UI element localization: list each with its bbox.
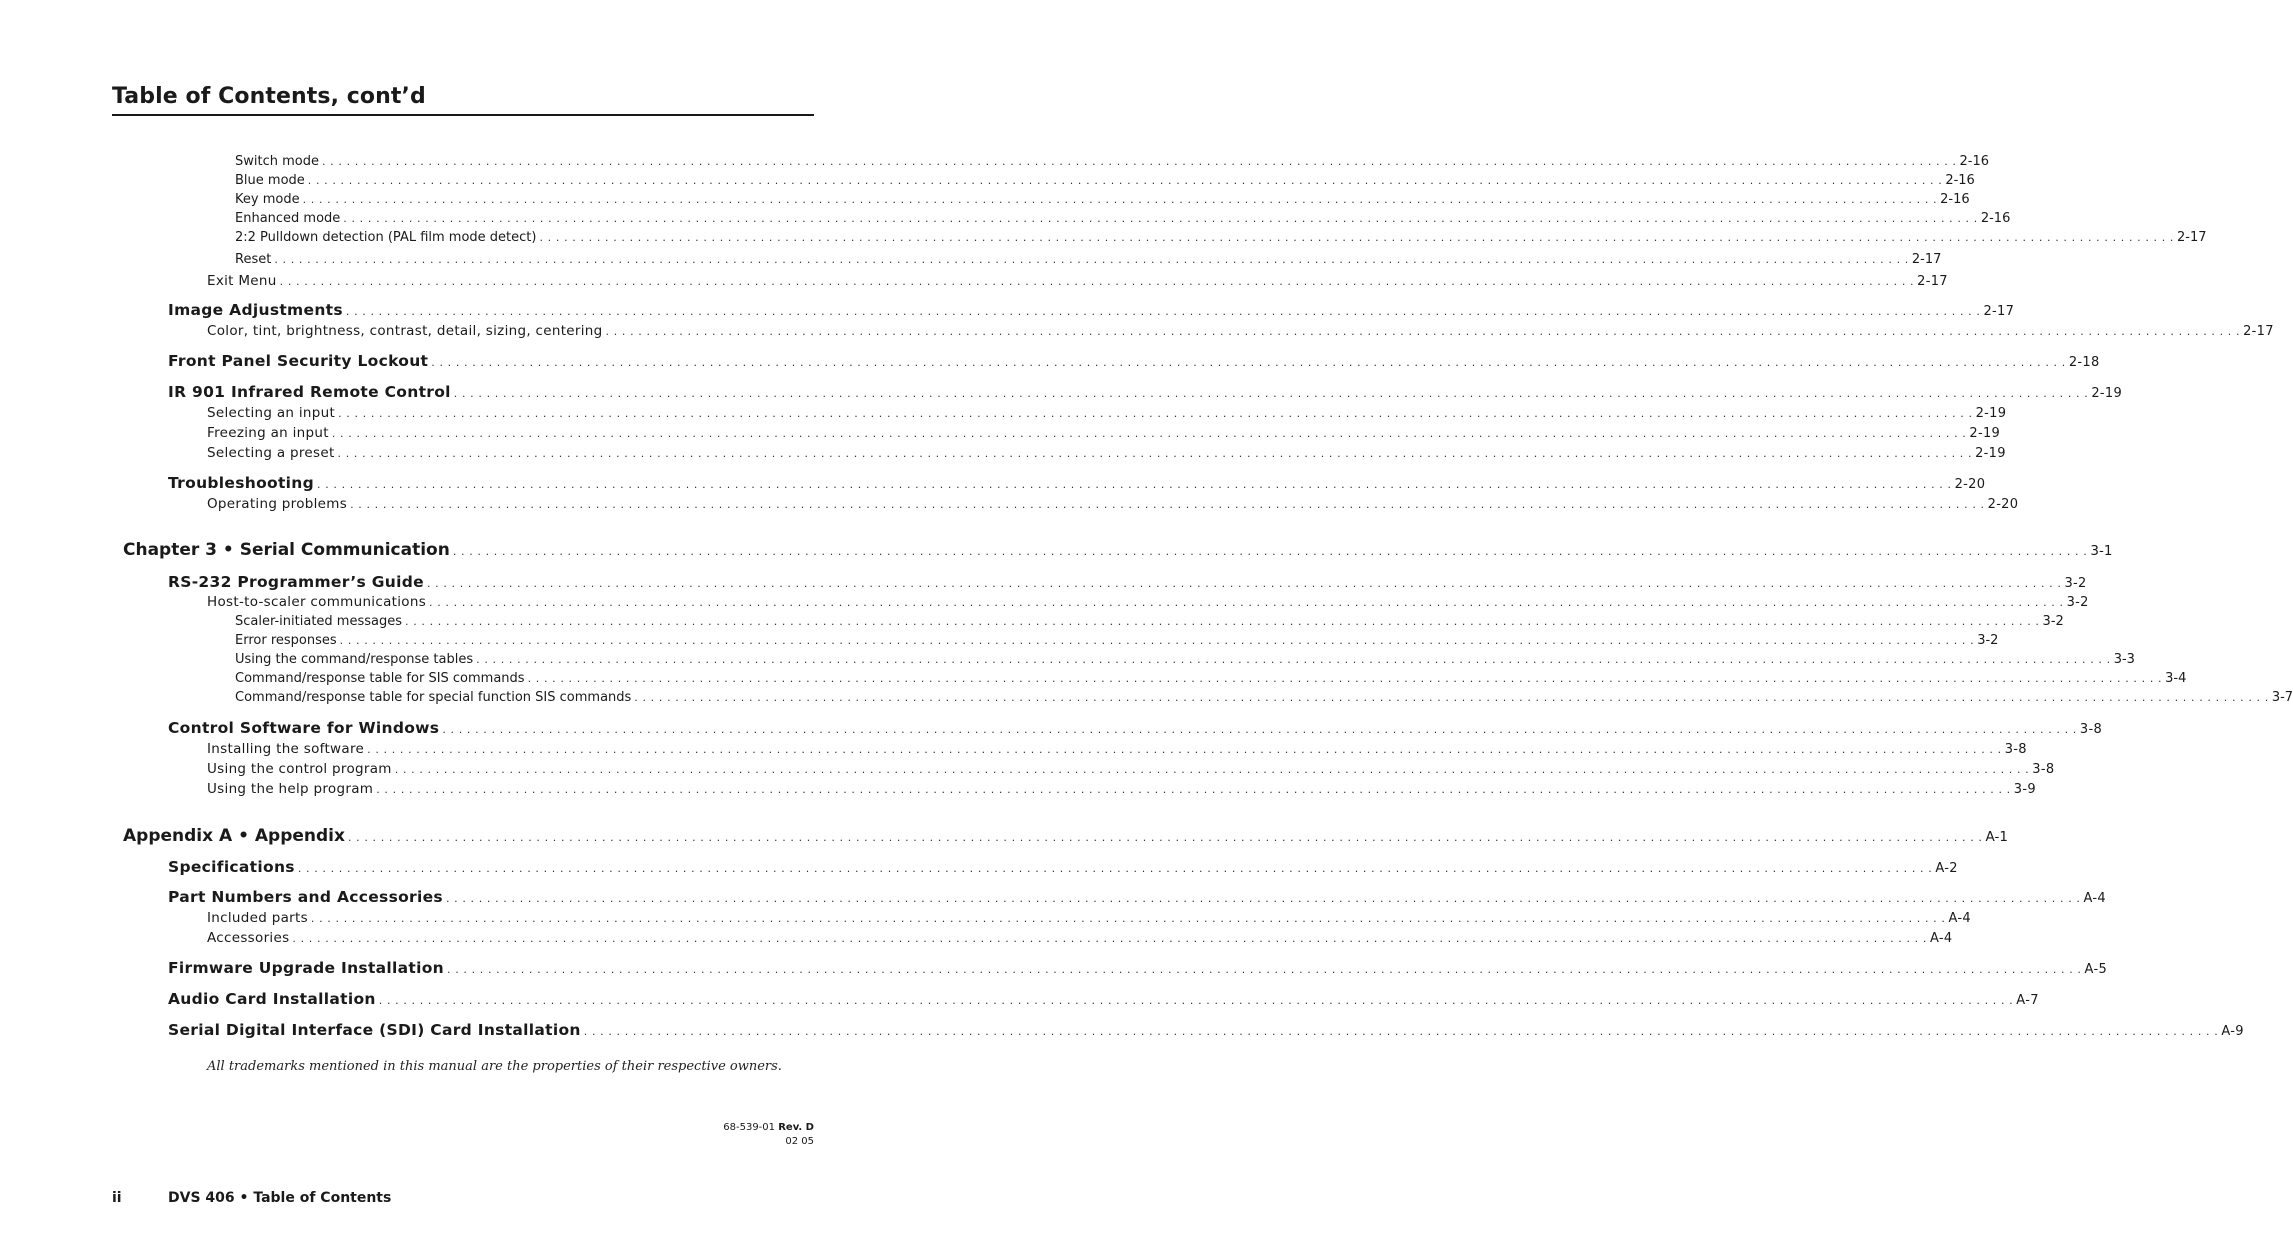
document-number — [723, 1121, 814, 1149]
dot-leader: . . . . . . . . . . . . . . . . . . . . . . . . . . . . . . . . . . . . . . . . . . . . . . . . . . . . . . . . . . . . . . . . . . . . . . . . . . . . . . . . . . . . . . . . . . . . . . . . . . . . . . . . . . . . . . . . . . . . . . . . . . . . . . . . . . . . . . . . . . . . . . . . . . . . . . . . . . . . . . . . . . . . . . . . . . . . . . . . . . . . . . . . . . . . . . . . . . . . . . . . — [445, 892, 2081, 905]
toc-entry[interactable] — [207, 273, 1948, 289]
toc-entry-page-number: A-4 — [1929, 931, 1953, 946]
toc-entry-label: Using the help program — [207, 781, 374, 797]
dot-leader: . . . . . . . . . . . . . . . . . . . . . . . . . . . . . . . . . . . . . . . . . . . . . . . . . . . . . . . . . . . . . . . . . . . . . . . . . . . . . . . . . . . . . . . . . . . . . . . . . . . . . . . . . . . . . . . . . . . . . . . . . . . . . . . . . . . . . . . . . . . . . . . . . . . . . . . . . . . . . . . . . . . . . . . . . . . . . . . . . . . . . . . . . . . . . . . . . . . . . . . . — [279, 275, 1915, 288]
toc-entry-label: Exit Menu — [207, 273, 277, 289]
dot-leader: . . . . . . . . . . . . . . . . . . . . . . . . . . . . . . . . . . . . . . . . . . . . . . . . . . . . . . . . . . . . . . . . . . . . . . . . . . . . . . . . . . . . . . . . . . . . . . . . . . . . . . . . . . . . . . . . . . . . . . . . . . . . . . . . . . . . . . . . . . . . . . . . . . . . . . . . . . . . . . . . . . . . . . . . . . . . . . . . . . . . . . . . . . . . . . . . . . . . . . . . — [345, 305, 1981, 318]
toc-entry-label: Selecting an input — [207, 405, 336, 421]
toc-entry-label: Firmware Upgrade Installation — [168, 959, 444, 977]
toc-entry[interactable] — [168, 301, 2015, 319]
dot-leader: . . . . . . . . . . . . . . . . . . . . . . . . . . . . . . . . . . . . . . . . . . . . . . . . . . . . . . . . . . . . . . . . . . . . . . . . . . . . . . . . . . . . . . . . . . . . . . . . . . . . . . . . . . . . . . . . . . . . . . . . . . . . . . . . . . . . . . . . . . . . . . . . . . . . . . . . . . . . . . . . . . . . . . . . . . . . . . . . . . . . . . . . . . . . . . . . . . . . . . . . — [442, 723, 2077, 736]
toc-entry-page-number: 2-17 — [1911, 252, 1942, 267]
toc-entry-label: Error responses — [235, 633, 337, 648]
toc-entry[interactable] — [207, 323, 2274, 339]
dot-leader: . . . . . . . . . . . . . . . . . . . . . . . . . . . . . . . . . . . . . . . . . . . . . . . . . . . . . . . . . . . . . . . . . . . . . . . . . . . . . . . . . . . . . . . . . . . . . . . . . . . . . . . . . . . . . . . . . . . . . . . . . . . . . . . . . . . . . . . . . . . . . . . . . . . . . . . . . . . . . . . . . . . . . . . . . . . . . . . . . . . . . . . . . . . . . . . . . . . . . . . . — [338, 407, 1973, 420]
toc-entry-page-number: 3-7 — [2271, 690, 2293, 705]
toc-entry[interactable] — [207, 405, 2007, 421]
toc-entry[interactable] — [207, 741, 2027, 757]
toc-entry[interactable] — [235, 230, 2207, 245]
dot-leader: . . . . . . . . . . . . . . . . . . . . . . . . . . . . . . . . . . . . . . . . . . . . . . . . . . . . . . . . . . . . . . . . . . . . . . . . . . . . . . . . . . . . . . . . . . . . . . . . . . . . . . . . . . . . . . . . . . . . . . . . . . . . . . . . . . . . . . . . . . . . . . . . . . . . . . . . . . . . . . . . . . . . . . . . . . . . . . . . . . . . . . . . . . . . . . . . . . . . . . . . — [310, 912, 1946, 925]
dot-leader: . . . . . . . . . . . . . . . . . . . . . . . . . . . . . . . . . . . . . . . . . . . . . . . . . . . . . . . . . . . . . . . . . . . . . . . . . . . . . . . . . . . . . . . . . . . . . . . . . . . . . . . . . . . . . . . . . . . . . . . . . . . . . . . . . . . . . . . . . . . . . . . . . . . . . . . . . . . . . . . . . . . . . . . . . . . . . . . . . . . . . . . . . . . . . . . . . . . . . . . . — [583, 1025, 2219, 1038]
toc-entry-label: Troubleshooting — [168, 474, 315, 492]
toc-entry[interactable] — [207, 594, 2089, 610]
dot-leader: . . . . . . . . . . . . . . . . . . . . . . . . . . . . . . . . . . . . . . . . . . . . . . . . . . . . . . . . . . . . . . . . . . . . . . . . . . . . . . . . . . . . . . . . . . . . . . . . . . . . . . . . . . . . . . . . . . . . . . . . . . . . . . . . . . . . . . . . . . . . . . . . . . . . . . . . . . . . . . . . . . . . . . . . . . . . . . . . . . . . . . . . . . . . . . . . . . . . . . . . — [378, 994, 2014, 1007]
toc-entry-page-number: 3-2 — [2064, 576, 2087, 591]
toc-entry-page-number: 3-4 — [2165, 671, 2187, 686]
dot-leader: . . . . . . . . . . . . . . . . . . . . . . . . . . . . . . . . . . . . . . . . . . . . . . . . . . . . . . . . . . . . . . . . . . . . . . . . . . . . . . . . . . . . . . . . . . . . . . . . . . . . . . . . . . . . . . . . . . . . . . . . . . . . . . . . . . . . . . . . . . . . . . . . . . . . . . . . . . . . . . . . . . . . . . . . . . . . . . . . . . . . . . . . . . . . . . . . . . . . . . . . — [307, 174, 1943, 187]
toc-entry-page-number: 2-19 — [1975, 446, 2006, 461]
toc-entry-page-number: 3-8 — [2079, 722, 2103, 737]
dot-leader: . . . . . . . . . . . . . . . . . . . . . . . . . . . . . . . . . . . . . . . . . . . . . . . . . . . . . . . . . . . . . . . . . . . . . . . . . . . . . . . . . . . . . . . . . . . . . . . . . . . . . . . . . . . . . . . . . . . . . . . . . . . . . . . . . . . . . . . . . . . . . . . . . . . . . . . . . . . . . . . . . . . . . . . . . . . . . . . . . . . . . . . . . . . . . . . . . . . . . . . . — [331, 427, 1967, 440]
toc-entry-page-number: 3-3 — [2113, 652, 2135, 667]
toc-entry-page-number: 3-8 — [2032, 762, 2055, 777]
toc-entry-label: Command/response table for special function SIS commands — [235, 690, 632, 705]
dot-leader: . . . . . . . . . . . . . . . . . . . . . . . . . . . . . . . . . . . . . . . . . . . . . . . . . . . . . . . . . . . . . . . . . . . . . . . . . . . . . . . . . . . . . . . . . . . . . . . . . . . . . . . . . . . . . . . . . . . . . . . . . . . . . . . . . . . . . . . . . . . . . . . . . . . . . . . . . . . . . . . . . . . . . . . . . . . . . . . . . . . . . . . . . . . . . . . . . . . . . . . . — [527, 672, 2163, 685]
toc-entry[interactable] — [168, 1021, 2244, 1039]
toc-entry-label: Part Numbers and Accessories — [168, 888, 443, 906]
toc-entry[interactable] — [207, 496, 2019, 512]
toc-entry[interactable] — [168, 990, 2039, 1008]
dot-leader: . . . . . . . . . . . . . . . . . . . . . . . . . . . . . . . . . . . . . . . . . . . . . . . . . . . . . . . . . . . . . . . . . . . . . . . . . . . . . . . . . . . . . . . . . . . . . . . . . . . . . . . . . . . . . . . . . . . . . . . . . . . . . . . . . . . . . . . . . . . . . . . . . . . . . . . . . . . . . . . . . . . . . . . . . . . . . . . . . . . . . . . . . . . . . . . . . . . . . . . . — [394, 763, 2030, 776]
toc-entry[interactable] — [235, 211, 2011, 226]
toc-entry-page-number: 2-16 — [1980, 211, 2011, 226]
toc-entry[interactable] — [123, 826, 2008, 846]
toc-entry[interactable] — [235, 671, 2187, 686]
toc-entry-page-number: 2-17 — [2177, 230, 2207, 245]
toc-entry-label: Freezing an input — [207, 425, 329, 441]
toc-entry-label: Specifications — [168, 858, 295, 876]
toc-entry-page-number: A-4 — [1948, 911, 1971, 926]
toc-entry-page-number: A-5 — [2084, 962, 2108, 977]
toc-entry-page-number: A-1 — [1985, 829, 2008, 845]
toc-entry[interactable] — [168, 352, 2100, 370]
toc-entry-label: Front Panel Security Lockout — [168, 352, 429, 370]
dot-leader: . . . . . . . . . . . . . . . . . . . . . . . . . . . . . . . . . . . . . . . . . . . . . . . . . . . . . . . . . . . . . . . . . . . . . . . . . . . . . . . . . . . . . . . . . . . . . . . . . . . . . . . . . . . . . . . . . . . . . . . . . . . . . . . . . . . . . . . . . . . . . . . . . . . . . . . . . . . . . . . . . . . . . . . . . . . . . . . . . . . . . . . . . . . . . . . . . . . . . . . . — [321, 155, 1957, 168]
toc-entry-label: Blue mode — [235, 173, 305, 188]
page-footer — [112, 1190, 391, 1206]
toc-entry-label: IR 901 Infrared Remote Control — [168, 383, 451, 401]
dot-leader: . . . . . . . . . . . . . . . . . . . . . . . . . . . . . . . . . . . . . . . . . . . . . . . . . . . . . . . . . . . . . . . . . . . . . . . . . . . . . . . . . . . . . . . . . . . . . . . . . . . . . . . . . . . . . . . . . . . . . . . . . . . . . . . . . . . . . . . . . . . . . . . . . . . . . . . . . . . . . . . . . . . . . . . . . . . . . . . . . . . . . . . . . . . . . . . . . . . . . . . . — [292, 932, 1927, 945]
dot-leader: . . . . . . . . . . . . . . . . . . . . . . . . . . . . . . . . . . . . . . . . . . . . . . . . . . . . . . . . . . . . . . . . . . . . . . . . . . . . . . . . . . . . . . . . . . . . . . . . . . . . . . . . . . . . . . . . . . . . . . . . . . . . . . . . . . . . . . . . . . . . . . . . . . . . . . . . . . . . . . . . . . . . . . . . . . . . . . . . . . . . . . . . . . . . . . . . . . . . . . . . — [274, 253, 1909, 266]
toc-entry-page-number: 3-8 — [2004, 742, 2027, 757]
dot-leader: . . . . . . . . . . . . . . . . . . . . . . . . . . . . . . . . . . . . . . . . . . . . . . . . . . . . . . . . . . . . . . . . . . . . . . . . . . . . . . . . . . . . . . . . . . . . . . . . . . . . . . . . . . . . . . . . . . . . . . . . . . . . . . . . . . . . . . . . . . . . . . . . . . . . . . . . . . . . . . . . . . . . . . . . . . . . . . . . . . . . . . . . . . . . . . . . . . . . . . . . — [453, 387, 2089, 400]
toc-entry-page-number: 2-17 — [2243, 324, 2274, 339]
toc-entry[interactable] — [207, 781, 2036, 797]
toc-entry-page-number: 3-2 — [2066, 595, 2089, 610]
trademark-note: All trademarks mentioned in this manual are the properties of their respective owners. — [207, 1059, 782, 1074]
toc-entry-label: Using the command/response tables — [235, 652, 474, 667]
document-number-line — [723, 1121, 814, 1135]
toc-entry-label: Accessories — [207, 930, 290, 946]
dot-leader: . . . . . . . . . . . . . . . . . . . . . . . . . . . . . . . . . . . . . . . . . . . . . . . . . . . . . . . . . . . . . . . . . . . . . . . . . . . . . . . . . . . . . . . . . . . . . . . . . . . . . . . . . . . . . . . . . . . . . . . . . . . . . . . . . . . . . . . . . . . . . . . . . . . . . . . . . . . . . . . . . . . . . . . . . . . . . . . . . . . . . . . . . . . . . . . . . . . . . . . . — [476, 653, 2111, 666]
toc-entry-label: 2:2 Pulldown detection (PAL film mode detect) — [235, 230, 537, 245]
toc-entry-label: Image Adjustments — [168, 301, 343, 319]
footer-title: DVS 406 • Table of Contents — [168, 1190, 392, 1206]
toc-entry[interactable] — [235, 690, 2293, 705]
toc-entry-page-number: A-9 — [2221, 1024, 2244, 1039]
toc-entry-label: Color, tint, brightness, contrast, detail, sizing, centering — [207, 323, 603, 339]
dot-leader: . . . . . . . . . . . . . . . . . . . . . . . . . . . . . . . . . . . . . . . . . . . . . . . . . . . . . . . . . . . . . . . . . . . . . . . . . . . . . . . . . . . . . . . . . . . . . . . . . . . . . . . . . . . . . . . . . . . . . . . . . . . . . . . . . . . . . . . . . . . . . . . . . . . . . . . . . . . . . . . . . . . . . . . . . . . . . . . . . . . . . . . . . . . . . . . . . . . . . . . . — [339, 634, 1975, 647]
toc-entry-label: Using the control program — [207, 761, 392, 777]
toc-entry-label: Chapter 3 • Serial Communication — [123, 540, 450, 560]
dot-leader: . . . . . . . . . . . . . . . . . . . . . . . . . . . . . . . . . . . . . . . . . . . . . . . . . . . . . . . . . . . . . . . . . . . . . . . . . . . . . . . . . . . . . . . . . . . . . . . . . . . . . . . . . . . . . . . . . . . . . . . . . . . . . . . . . . . . . . . . . . . . . . . . . . . . . . . . . . . . . . . . . . . . . . . . . . . . . . . . . . . . . . . . . . . . . . . . . . . . . . . . — [405, 615, 2040, 628]
toc-entry-label: Enhanced mode — [235, 211, 341, 226]
toc-entry-label: Appendix A • Appendix — [123, 826, 345, 846]
toc-entry[interactable] — [235, 192, 1970, 207]
toc-entry-page-number: 2-18 — [2068, 355, 2100, 370]
toc-entry-page-number: 2-19 — [1969, 426, 2001, 441]
dot-leader: . . . . . . . . . . . . . . . . . . . . . . . . . . . . . . . . . . . . . . . . . . . . . . . . . . . . . . . . . . . . . . . . . . . . . . . . . . . . . . . . . . . . . . . . . . . . . . . . . . . . . . . . . . . . . . . . . . . . . . . . . . . . . . . . . . . . . . . . . . . . . . . . . . . . . . . . . . . . . . . . . . . . . . . . . . . . . . . . . . . . . . . . . . . . . . . . . . . . . . . . — [317, 478, 1952, 491]
toc-entry-label: Reset — [235, 252, 272, 267]
toc-entry-page-number: 2-16 — [1959, 154, 1990, 169]
toc-entry-label: Control Software for Windows — [168, 719, 440, 737]
toc-entry-label: Included parts — [207, 910, 308, 926]
dot-leader: . . . . . . . . . . . . . . . . . . . . . . . . . . . . . . . . . . . . . . . . . . . . . . . . . . . . . . . . . . . . . . . . . . . . . . . . . . . . . . . . . . . . . . . . . . . . . . . . . . . . . . . . . . . . . . . . . . . . . . . . . . . . . . . . . . . . . . . . . . . . . . . . . . . . . . . . . . . . . . . . . . . . . . . . . . . . . . . . . . . . . . . . . . . . . . . . . . . . . . . . — [426, 577, 2062, 590]
toc-entry-page-number: 3-2 — [1977, 633, 1999, 648]
toc-entry-page-number: 3-9 — [2013, 782, 2036, 797]
dot-leader: . . . . . . . . . . . . . . . . . . . . . . . . . . . . . . . . . . . . . . . . . . . . . . . . . . . . . . . . . . . . . . . . . . . . . . . . . . . . . . . . . . . . . . . . . . . . . . . . . . . . . . . . . . . . . . . . . . . . . . . . . . . . . . . . . . . . . . . . . . . . . . . . . . . . . . . . . . . . . . . . . . . . . . . . . . . . . . . . . . . . . . . . . . . . . . . . . . . . . . . . — [297, 862, 1933, 875]
toc-entry-label: Audio Card Installation — [168, 990, 376, 1008]
toc-entry-label: Key mode — [235, 192, 300, 207]
dot-leader: . . . . . . . . . . . . . . . . . . . . . . . . . . . . . . . . . . . . . . . . . . . . . . . . . . . . . . . . . . . . . . . . . . . . . . . . . . . . . . . . . . . . . . . . . . . . . . . . . . . . . . . . . . . . . . . . . . . . . . . . . . . . . . . . . . . . . . . . . . . . . . . . . . . . . . . . . . . . . . . . . . . . . . . . . . . . . . . . . . . . . . . . . . . . . . . . . . . . . . . . — [343, 212, 1978, 225]
toc-entry[interactable] — [207, 425, 2001, 441]
toc-entry-page-number: A-7 — [2016, 993, 2039, 1008]
dot-leader: . . . . . . . . . . . . . . . . . . . . . . . . . . . . . . . . . . . . . . . . . . . . . . . . . . . . . . . . . . . . . . . . . . . . . . . . . . . . . . . . . . . . . . . . . . . . . . . . . . . . . . . . . . . . . . . . . . . . . . . . . . . . . . . . . . . . . . . . . . . . . . . . . . . . . . . . . . . . . . . . . . . . . . . . . . . . . . . . . . . . . . . . . . . . . . . . . . . . . . . . — [605, 325, 2241, 338]
dot-leader: . . . . . . . . . . . . . . . . . . . . . . . . . . . . . . . . . . . . . . . . . . . . . . . . . . . . . . . . . . . . . . . . . . . . . . . . . . . . . . . . . . . . . . . . . . . . . . . . . . . . . . . . . . . . . . . . . . . . . . . . . . . . . . . . . . . . . . . . . . . . . . . . . . . . . . . . . . . . . . . . . . . . . . . . . . . . . . . . . . . . . . . . . . . . . . . . . . . . . . . . — [447, 963, 2082, 976]
toc-entry[interactable] — [168, 383, 2123, 401]
toc-entry-page-number: A-4 — [2083, 891, 2106, 906]
toc-entry[interactable] — [235, 633, 1999, 648]
dot-leader: . . . . . . . . . . . . . . . . . . . . . . . . . . . . . . . . . . . . . . . . . . . . . . . . . . . . . . . . . . . . . . . . . . . . . . . . . . . . . . . . . . . . . . . . . . . . . . . . . . . . . . . . . . . . . . . . . . . . . . . . . . . . . . . . . . . . . . . . . . . . . . . . . . . . . . . . . . . . . . . . . . . . . . . . . . . . . . . . . . . . . . . . . . . . . . . . . . . . . . . . — [452, 545, 2088, 558]
toc-entry-label: Host-to-scaler communications — [207, 594, 427, 610]
toc-entry-page-number: 2-19 — [1975, 406, 2007, 421]
dot-leader: . . . . . . . . . . . . . . . . . . . . . . . . . . . . . . . . . . . . . . . . . . . . . . . . . . . . . . . . . . . . . . . . . . . . . . . . . . . . . . . . . . . . . . . . . . . . . . . . . . . . . . . . . . . . . . . . . . . . . . . . . . . . . . . . . . . . . . . . . . . . . . . . . . . . . . . . . . . . . . . . . . . . . . . . . . . . . . . . . . . . . . . . . . . . . . . . . . . . . . . . — [347, 831, 1983, 844]
toc-entry-label: Switch mode — [235, 154, 319, 169]
toc-entry[interactable] — [235, 652, 2135, 667]
toc-entry-page-number: 3-2 — [2042, 614, 2064, 629]
toc-entry-label: Serial Digital Interface (SDI) Card Installation — [168, 1021, 581, 1039]
toc-entry[interactable] — [168, 573, 2087, 591]
toc-entry[interactable] — [207, 910, 1971, 926]
page-title: Table of Contents, cont’d — [112, 84, 426, 109]
document-revision: Rev. D — [778, 1122, 814, 1133]
toc-entry[interactable] — [235, 173, 1975, 188]
toc-entry-label: Operating problems — [207, 496, 348, 512]
toc-entry-page-number: 2-19 — [2091, 386, 2123, 401]
toc-entry[interactable] — [168, 858, 1958, 876]
toc-entry-page-number: 2-20 — [1987, 497, 2019, 512]
toc-entry-page-number: 3-1 — [2090, 543, 2113, 559]
toc-entry[interactable] — [235, 154, 1990, 169]
dot-leader: . . . . . . . . . . . . . . . . . . . . . . . . . . . . . . . . . . . . . . . . . . . . . . . . . . . . . . . . . . . . . . . . . . . . . . . . . . . . . . . . . . . . . . . . . . . . . . . . . . . . . . . . . . . . . . . . . . . . . . . . . . . . . . . . . . . . . . . . . . . . . . . . . . . . . . . . . . . . . . . . . . . . . . . . . . . . . . . . . . . . . . . . . . . . . . . . . . . . . . . . — [367, 743, 2002, 756]
page-folio: ii — [112, 1190, 122, 1206]
dot-leader: . . . . . . . . . . . . . . . . . . . . . . . . . . . . . . . . . . . . . . . . . . . . . . . . . . . . . . . . . . . . . . . . . . . . . . . . . . . . . . . . . . . . . . . . . . . . . . . . . . . . . . . . . . . . . . . . . . . . . . . . . . . . . . . . . . . . . . . . . . . . . . . . . . . . . . . . . . . . . . . . . . . . . . . . . . . . . . . . . . . . . . . . . . . . . . . . . . . . . . . . — [634, 691, 2269, 704]
toc-entry-label: RS-232 Programmer’s Guide — [168, 573, 424, 591]
toc-entry[interactable] — [207, 445, 2006, 461]
dot-leader: . . . . . . . . . . . . . . . . . . . . . . . . . . . . . . . . . . . . . . . . . . . . . . . . . . . . . . . . . . . . . . . . . . . . . . . . . . . . . . . . . . . . . . . . . . . . . . . . . . . . . . . . . . . . . . . . . . . . . . . . . . . . . . . . . . . . . . . . . . . . . . . . . . . . . . . . . . . . . . . . . . . . . . . . . . . . . . . . . . . . . . . . . . . . . . . . . . . . . . . . — [539, 231, 2175, 244]
dot-leader: . . . . . . . . . . . . . . . . . . . . . . . . . . . . . . . . . . . . . . . . . . . . . . . . . . . . . . . . . . . . . . . . . . . . . . . . . . . . . . . . . . . . . . . . . . . . . . . . . . . . . . . . . . . . . . . . . . . . . . . . . . . . . . . . . . . . . . . . . . . . . . . . . . . . . . . . . . . . . . . . . . . . . . . . . . . . . . . . . . . . . . . . . . . . . . . . . . . . . . . . — [350, 498, 1985, 511]
toc-entry[interactable] — [168, 474, 1986, 492]
toc-entry[interactable] — [123, 540, 2113, 560]
dot-leader: . . . . . . . . . . . . . . . . . . . . . . . . . . . . . . . . . . . . . . . . . . . . . . . . . . . . . . . . . . . . . . . . . . . . . . . . . . . . . . . . . . . . . . . . . . . . . . . . . . . . . . . . . . . . . . . . . . . . . . . . . . . . . . . . . . . . . . . . . . . . . . . . . . . . . . . . . . . . . . . . . . . . . . . . . . . . . . . . . . . . . . . . . . . . . . . . . . . . . . . . — [337, 447, 1973, 460]
toc-entry-page-number: 2-17 — [1917, 274, 1948, 289]
toc-entry[interactable] — [168, 719, 2103, 737]
toc-entry-label: Scaler-initiated messages — [235, 614, 402, 629]
toc-entry[interactable] — [168, 888, 2106, 906]
dot-leader: . . . . . . . . . . . . . . . . . . . . . . . . . . . . . . . . . . . . . . . . . . . . . . . . . . . . . . . . . . . . . . . . . . . . . . . . . . . . . . . . . . . . . . . . . . . . . . . . . . . . . . . . . . . . . . . . . . . . . . . . . . . . . . . . . . . . . . . . . . . . . . . . . . . . . . . . . . . . . . . . . . . . . . . . . . . . . . . . . . . . . . . . . . . . . . . . . . . . . . . . — [429, 596, 2064, 609]
toc-entry-page-number: 2-20 — [1954, 477, 1986, 492]
dot-leader: . . . . . . . . . . . . . . . . . . . . . . . . . . . . . . . . . . . . . . . . . . . . . . . . . . . . . . . . . . . . . . . . . . . . . . . . . . . . . . . . . . . . . . . . . . . . . . . . . . . . . . . . . . . . . . . . . . . . . . . . . . . . . . . . . . . . . . . . . . . . . . . . . . . . . . . . . . . . . . . . . . . . . . . . . . . . . . . . . . . . . . . . . . . . . . . . . . . . . . . . — [431, 356, 2066, 369]
toc-entry-page-number: 2-17 — [1983, 304, 2015, 319]
toc-entry[interactable] — [207, 930, 1953, 946]
toc-entry[interactable] — [235, 252, 1942, 267]
toc-entry-page-number: A-2 — [1935, 861, 1958, 876]
toc-entry[interactable] — [207, 761, 2055, 777]
toc-entry-page-number: 2-16 — [1940, 192, 1970, 207]
document-part-number: 68-539-01 — [723, 1122, 776, 1133]
toc-entry-label: Installing the software — [207, 741, 365, 757]
toc-entry[interactable] — [235, 614, 2064, 629]
dot-leader: . . . . . . . . . . . . . . . . . . . . . . . . . . . . . . . . . . . . . . . . . . . . . . . . . . . . . . . . . . . . . . . . . . . . . . . . . . . . . . . . . . . . . . . . . . . . . . . . . . . . . . . . . . . . . . . . . . . . . . . . . . . . . . . . . . . . . . . . . . . . . . . . . . . . . . . . . . . . . . . . . . . . . . . . . . . . . . . . . . . . . . . . . . . . . . . . . . . . . . . . — [302, 193, 1938, 206]
toc-entry-label: Selecting a preset — [207, 445, 335, 461]
title-rule — [112, 114, 814, 116]
document-date: 02 05 — [785, 1136, 814, 1147]
toc-entry-label: Command/response table for SIS commands — [235, 671, 525, 686]
dot-leader: . . . . . . . . . . . . . . . . . . . . . . . . . . . . . . . . . . . . . . . . . . . . . . . . . . . . . . . . . . . . . . . . . . . . . . . . . . . . . . . . . . . . . . . . . . . . . . . . . . . . . . . . . . . . . . . . . . . . . . . . . . . . . . . . . . . . . . . . . . . . . . . . . . . . . . . . . . . . . . . . . . . . . . . . . . . . . . . . . . . . . . . . . . . . . . . . . . . . . . . . — [376, 783, 2011, 796]
toc-entry[interactable] — [168, 959, 2108, 977]
toc-entry-page-number: 2-16 — [1945, 173, 1975, 188]
